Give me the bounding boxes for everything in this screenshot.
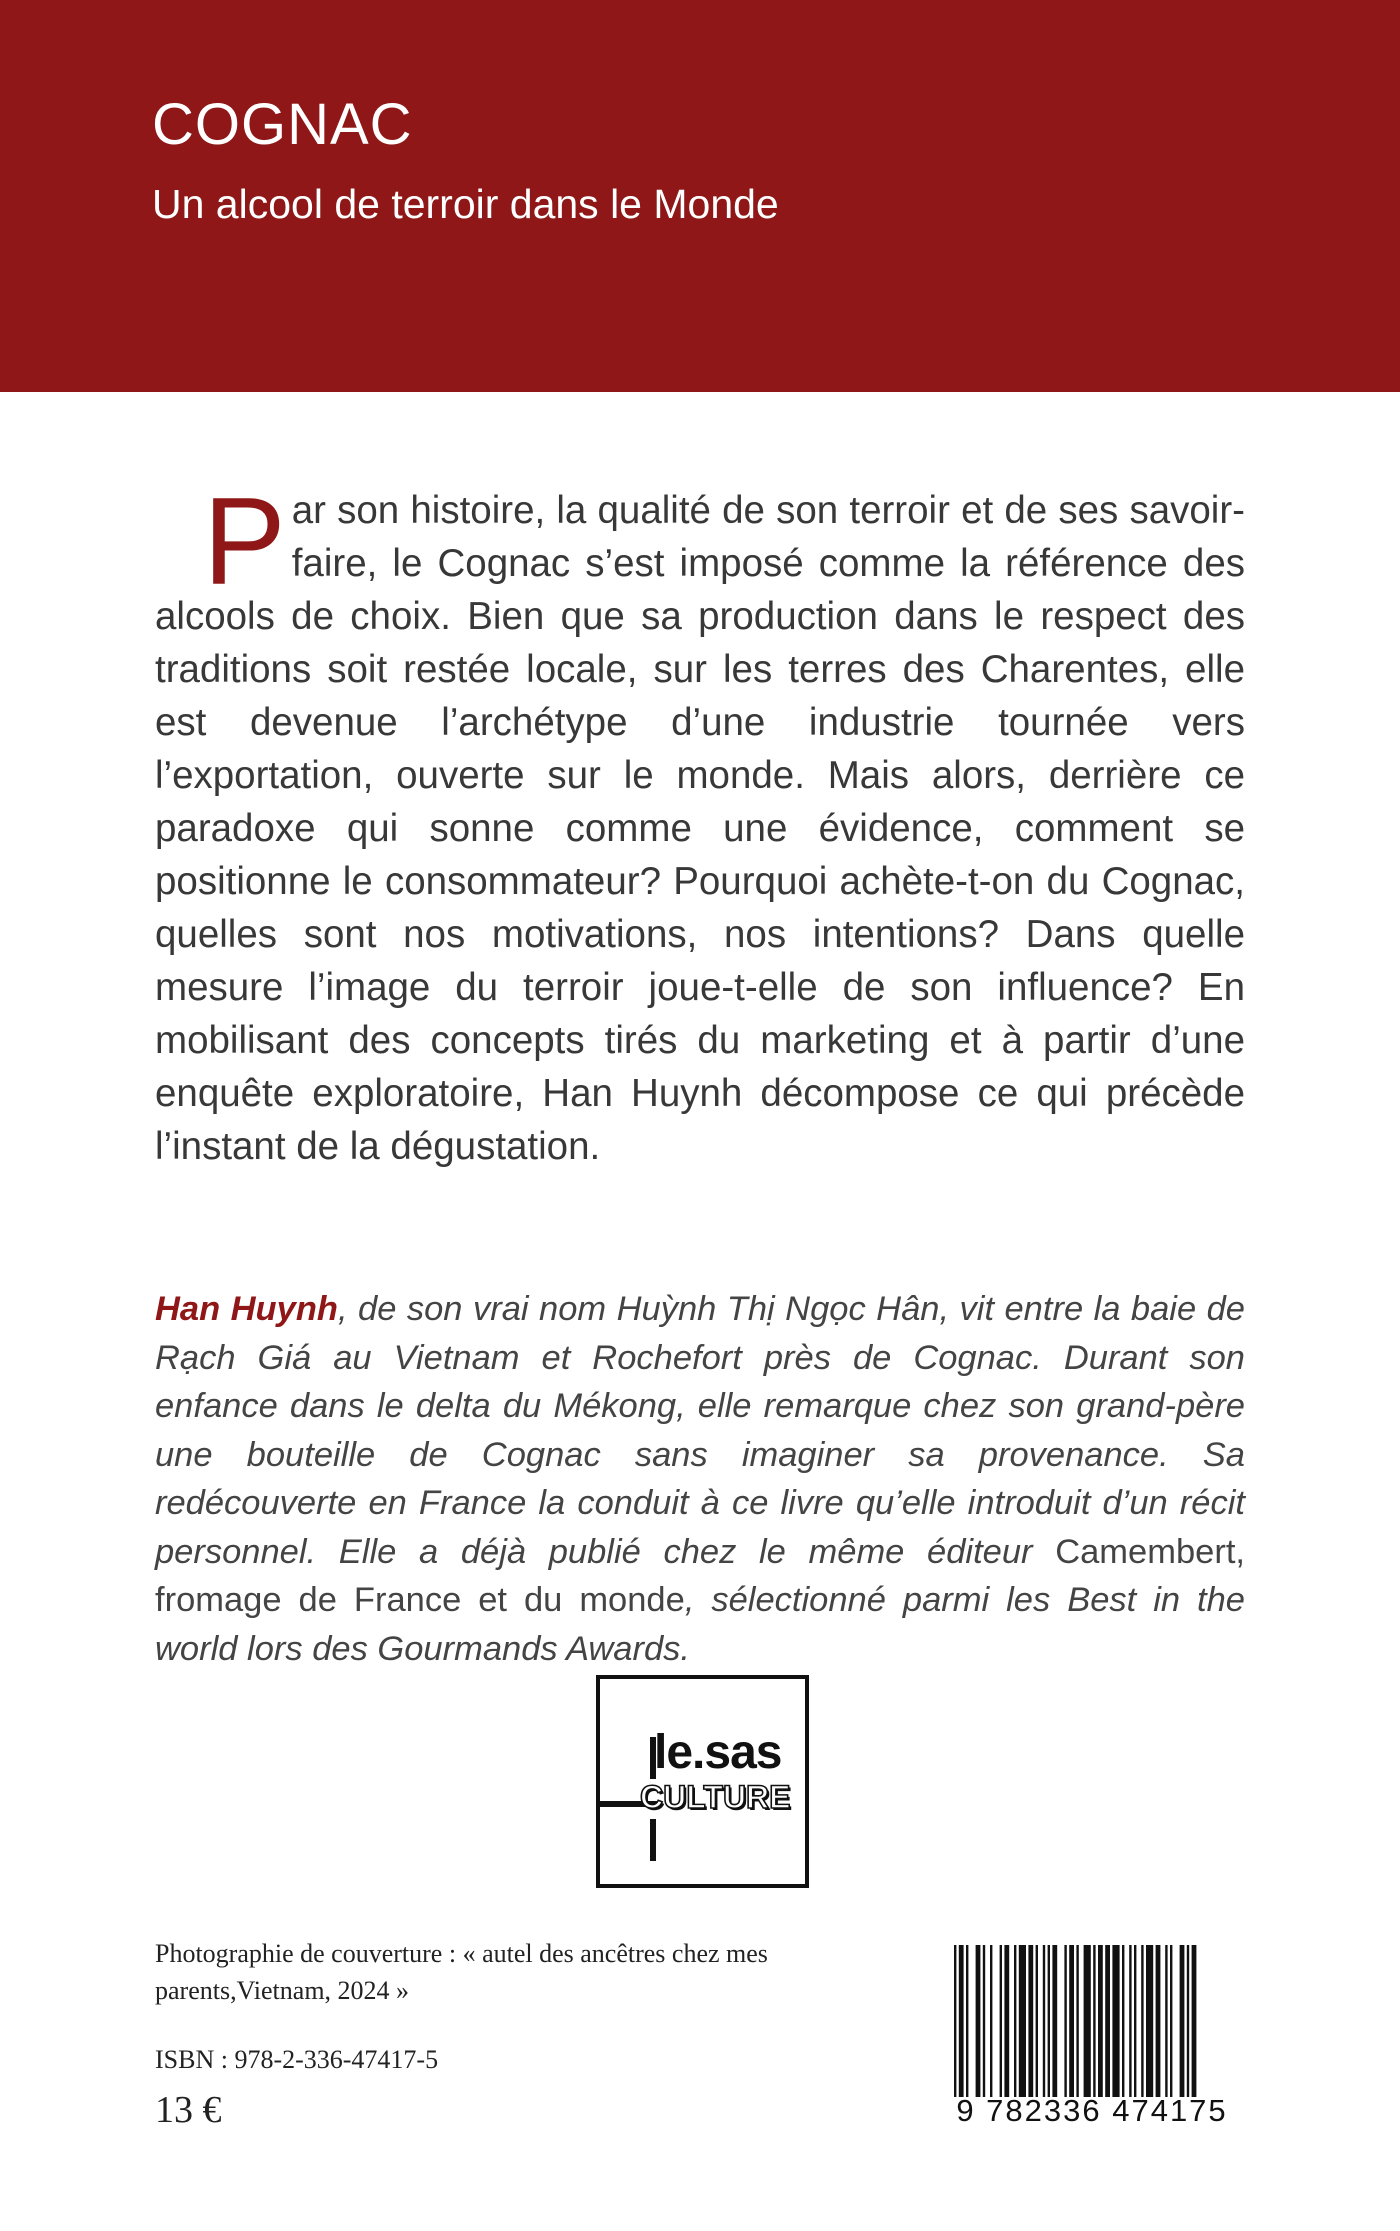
previous-book-title: Camembert, fromage de France et du monde bbox=[155, 1532, 1245, 1619]
barcode-bar bbox=[1170, 1945, 1172, 2097]
barcode-bar bbox=[1084, 1945, 1091, 2097]
barcode-bar bbox=[990, 1945, 992, 2097]
price: 13 € bbox=[155, 2089, 222, 2131]
barcode-bar bbox=[1187, 1945, 1189, 2097]
barcode-bar bbox=[959, 1945, 964, 2097]
book-title: COGNAC bbox=[152, 92, 413, 157]
barcode-bar bbox=[1028, 1945, 1033, 2097]
barcode-bar bbox=[1105, 1945, 1110, 2097]
barcode-bar bbox=[1048, 1945, 1050, 2097]
barcode-bar bbox=[1043, 1945, 1045, 2097]
author-bio bbox=[155, 1285, 1245, 1673]
barcode-bar bbox=[1076, 1945, 1078, 2097]
back-cover-blurb bbox=[155, 473, 1245, 1173]
bio-text-part2: , sélectionné parmi les Best in the world lors des Gourmands Awards. bbox=[155, 1581, 1245, 1668]
barcode-bar bbox=[966, 1945, 968, 2097]
publisher-logo bbox=[596, 1675, 809, 1888]
barcode-bar bbox=[1069, 1945, 1074, 2097]
barcode-bar bbox=[1165, 1945, 1167, 2097]
barcode-bar bbox=[983, 1945, 985, 2097]
barcode-bar bbox=[1036, 1945, 1038, 2097]
barcode-bar bbox=[1192, 1945, 1197, 2097]
barcode-digits: 9 782336 474175 bbox=[956, 2093, 1228, 2128]
barcode-bar bbox=[1141, 1945, 1143, 2097]
barcode-bar bbox=[1093, 1945, 1095, 2097]
title-banner bbox=[0, 0, 1400, 392]
barcode-bar bbox=[1146, 1945, 1153, 2097]
barcode-bar bbox=[1004, 1945, 1009, 2097]
logo-wordmark: le.sas bbox=[654, 1726, 782, 1779]
author-name: Han Huynh bbox=[155, 1290, 338, 1328]
barcode-bar bbox=[1098, 1945, 1103, 2097]
barcode-bar bbox=[1019, 1945, 1026, 2097]
barcode-bar bbox=[1112, 1945, 1119, 2097]
book-subtitle: Un alcool de terroir dans le Monde bbox=[152, 181, 779, 227]
barcode-bar bbox=[1052, 1945, 1057, 2097]
logo-bar-bottom bbox=[650, 1819, 656, 1861]
barcode-bars bbox=[942, 1945, 1242, 2097]
barcode-bar bbox=[1122, 1945, 1124, 2097]
barcode-bar bbox=[1064, 1945, 1066, 2097]
bio-text-part1: , de son vrai nom Huỳnh Thị Ngọc Hân, vit entre la baie de Rạch Giá au Vietnam et Rochefort près de Cognac. Durant son enfance dans le delta du Mékong, elle remarque chez son grand-père une bouteille de Cognac sans imaginer sa provenance. Sa redécouverte en France la conduit à ce livre qu’elle introduit d’un récit personnel. Elle a déjà publié chez le même éditeur bbox=[155, 1290, 1245, 1571]
barcode-bar bbox=[1014, 1945, 1016, 2097]
logo-subword: CULTURE bbox=[640, 1779, 791, 1815]
photo-credit: Photographie de couverture : « autel des ancêtres chez mes parents,Vietnam, 2024 » bbox=[155, 1939, 768, 2005]
barcode-bar bbox=[1000, 1945, 1002, 2097]
barcode bbox=[942, 1945, 1242, 2135]
drop-cap: P bbox=[203, 473, 286, 611]
barcode-bar bbox=[954, 1945, 956, 2097]
barcode-bar bbox=[976, 1945, 981, 2097]
blurb-text: ar son histoire, la qualité de son terroir et de ses savoir-faire, le Cognac s’est imposé comme la référence des alcools de choix. Bien que sa production dans le respect des traditions soit restée locale, sur les terres des Charentes, elle est devenue l’archétype d’une industrie tournée vers l’exportation, ouverte sur le monde. Mais alors, derrière ce paradoxe qui sonne comme une évidence, comment se positionne le consommateur? Pourquoi achète-t-on du Cognac, quelles sont nos motivations, nos intentions? Dans quelle mesure l’image du terroir joue-t-elle de son influence? En mobilisant des concepts tirés du marketing et à partir d’une enquête exploratoire, Han Huynh décompose ce qui précède l’instant de la dégustation. bbox=[155, 489, 1245, 1168]
barcode-bar bbox=[1134, 1945, 1136, 2097]
barcode-bar bbox=[1156, 1945, 1161, 2097]
barcode-bar bbox=[1180, 1945, 1185, 2097]
barcode-bar bbox=[1129, 1945, 1131, 2097]
isbn: ISBN : 978-2-336-47417-5 bbox=[155, 2045, 439, 2074]
